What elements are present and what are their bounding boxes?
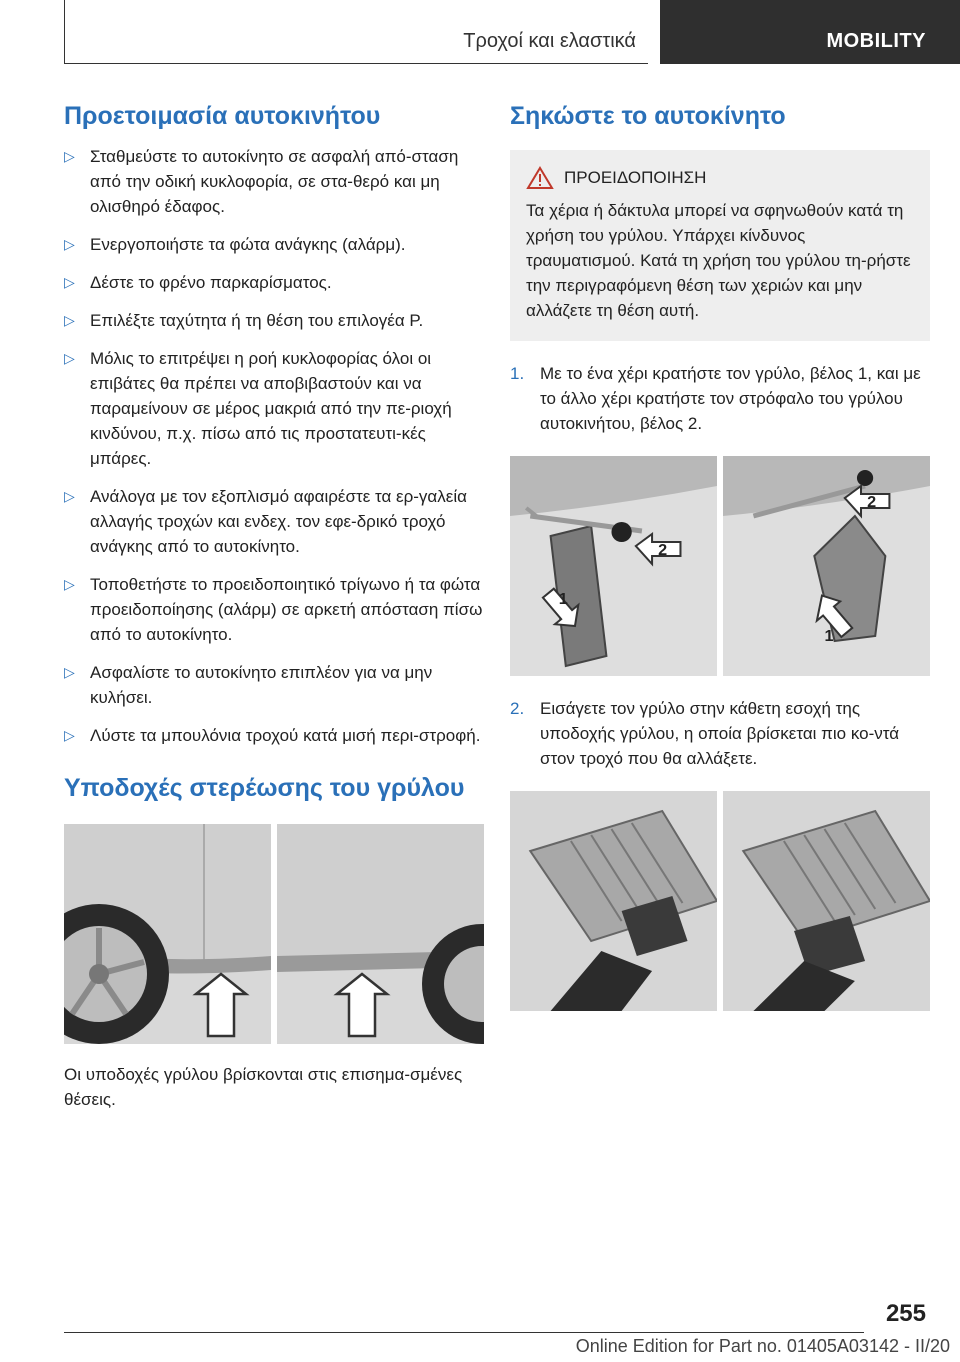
arrow-label: 1 — [824, 627, 834, 645]
steps-list — [510, 361, 930, 436]
step-number: 1. — [510, 364, 525, 383]
list-item: ▷ Ενεργοποιήστε τα φώτα ανάγκης (αλάρμ). — [64, 232, 484, 257]
left-column — [64, 100, 484, 1112]
header-rule-left — [64, 0, 65, 64]
triangle-bullet-icon: ▷ — [64, 312, 75, 328]
footer-rule — [64, 1332, 864, 1333]
arrow-label: 2 — [658, 541, 668, 559]
triangle-bullet-icon: ▷ — [64, 488, 75, 504]
triangle-bullet-icon: ▷ — [64, 664, 75, 680]
step-number: 2. — [510, 699, 525, 718]
triangle-bullet-icon: ▷ — [64, 274, 75, 290]
jack-handling-photo-left — [510, 456, 717, 676]
step-text: Με το ένα χέρι κρατήστε τον γρύλο, βέλος 1, και με το άλλο χέρι κρατήστε τον στρόφαλο του γρύλου αυτοκινήτου, βέλος 2. — [540, 364, 921, 433]
triangle-bullet-icon: ▷ — [64, 727, 75, 743]
list-item: ▷ Δέστε το φρένο παρκαρίσματος. — [64, 270, 484, 295]
header-section-title: Τροχοί και ελαστικά — [463, 30, 636, 52]
warning-text: Τα χέρια ή δάκτυλα μπορεί να σφηνωθούν κατά τη χρήση του γρύλου. Υπάρχει κίνδυνος τραυματισμού. Κατά τη χρήση του γρύλου τη-ρήστε την περιγραφόμενη θέση των χεριών και μην αλλάζετε τη θέση αυτή. — [526, 201, 911, 320]
jack-point-photo-rear — [277, 824, 484, 1044]
warning-box — [510, 150, 930, 341]
edition-note: Online Edition for Part no. 01405A03142 - II/20 — [575, 1336, 950, 1356]
jack-points-photos — [64, 824, 484, 1044]
list-item: ▷ Τοποθετήστε το προειδοποιητικό τρίγωνο ή τα φώτα προειδοποίησης (αλάρμ) σε αρκετή απόσταση πίσω από το αυτοκίνητο. — [64, 572, 484, 647]
jack-handling-photos — [510, 456, 930, 676]
jack-insert-photo-right — [723, 791, 930, 1011]
arrow-label: 1 — [558, 590, 568, 608]
heading-jack-points: Υποδοχές στερέωσης του γρύλου — [64, 774, 465, 802]
triangle-bullet-icon: ▷ — [64, 236, 75, 252]
triangle-bullet-icon: ▷ — [64, 576, 75, 592]
header-rule-bottom — [64, 63, 648, 64]
list-item: ▷ Ανάλογα με τον εξοπλισμό αφαιρέστε τα ερ-γαλεία αλλαγής τροχών και ενδεχ. τον εφε-δρικό τροχό ανάγκης από το αυτοκίνητο. — [64, 484, 484, 559]
heading-vehicle-preparation: Προετοιμασία αυτοκινήτου — [64, 102, 381, 130]
right-column — [510, 100, 930, 1011]
jack-point-photo-front — [64, 824, 271, 1044]
list-item: ▷ Ασφαλίστε το αυτοκίνητο επιπλέον για να μην κυλήσει. — [64, 660, 484, 710]
arrow-label: 2 — [867, 493, 877, 511]
list-item: ▷ Μόλις το επιτρέψει η ροή κυκλοφορίας όλοι οι επιβάτες θα πρέπει να αποβιβαστούν και να παραμείνουν σε μέρος μακριά από την πε-ριοχή κινδύνου, π.χ. πίσω από τις προστατευτι-κές μπάρες. — [64, 346, 484, 471]
header-chapter-label: MOBILITY — [826, 30, 926, 52]
list-item: ▷ Σταθμεύστε το αυτοκίνητο σε ασφαλή από-σταση από την οδική κυκλοφορία, σε στα-θερό και μη ολισθηρό έδαφος. — [64, 144, 484, 219]
jack-handling-photo-right — [723, 456, 930, 676]
header-chapter-tab[interactable] — [660, 0, 960, 64]
triangle-bullet-icon: ▷ — [64, 148, 75, 164]
jack-insert-photos — [510, 791, 930, 1011]
steps-list-continued — [510, 696, 930, 771]
list-item: ▷ Επιλέξτε ταχύτητα ή τη θέση του επιλογέα P. — [64, 308, 484, 333]
triangle-bullet-icon: ▷ — [64, 350, 75, 366]
page-number: 255 — [885, 1300, 926, 1327]
warning-triangle-icon — [526, 166, 554, 190]
preparation-list — [64, 144, 484, 748]
step-item — [510, 361, 930, 436]
heading-raise-vehicle: Σηκώστε το αυτοκίνητο — [510, 102, 786, 130]
jack-insert-photo-left — [510, 791, 717, 1011]
step-text: Εισάγετε τον γρύλο στην κάθετη εσοχή της υποδοχής γρύλου, η οποία βρίσκεται πιο κο-ντά στον τροχό που θα αλλάξετε. — [540, 699, 900, 768]
list-item: ▷ Λύστε τα μπουλόνια τροχού κατά μισή περι-στροφή. — [64, 723, 484, 748]
warning-title: ΠΡΟΕΙΔΟΠΟΙΗΣΗ — [564, 168, 707, 187]
step-item — [510, 696, 930, 771]
jack-points-caption: Οι υποδοχές γρύλου βρίσκονται στις επισημα-σμένες θέσεις. — [64, 1065, 463, 1109]
